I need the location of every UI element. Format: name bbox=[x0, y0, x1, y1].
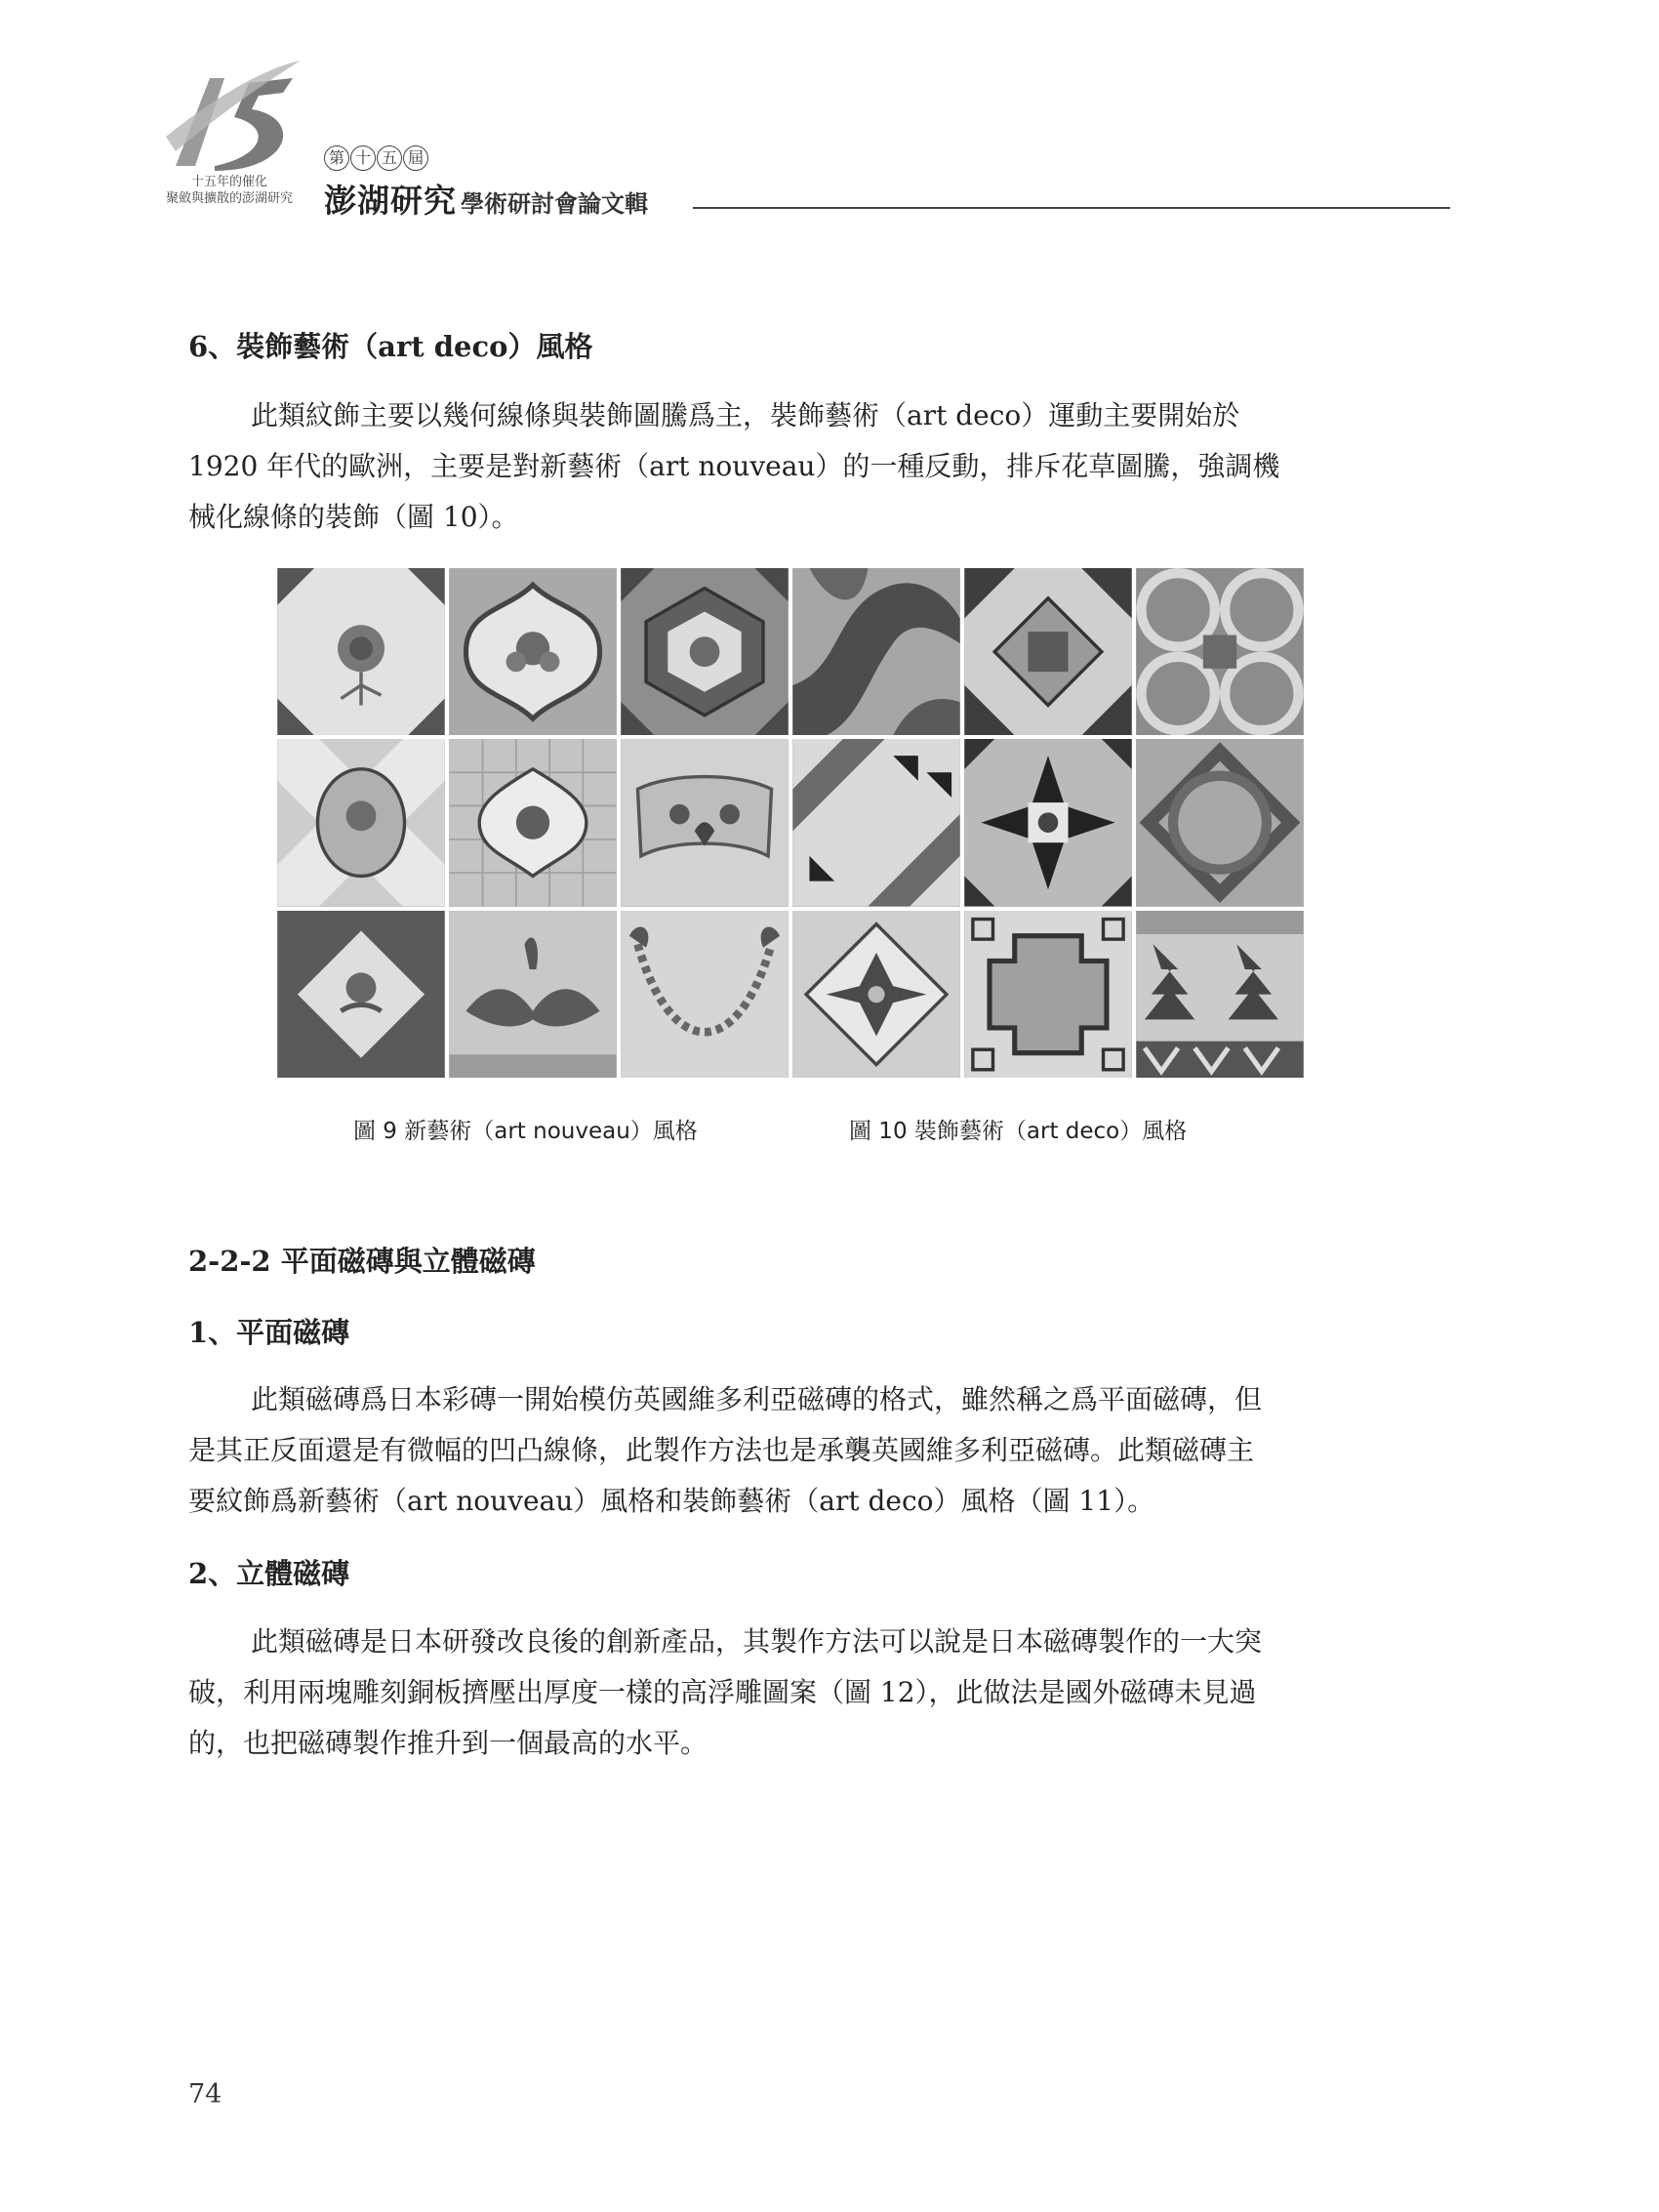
tile-deco-diagonal bbox=[792, 739, 960, 906]
section-heading-1: 1、平面磁磚 bbox=[188, 1316, 350, 1349]
tile-nouveau-medallion bbox=[449, 568, 617, 735]
tile-nouveau-lily bbox=[449, 911, 617, 1078]
tile-deco-star bbox=[964, 739, 1132, 906]
tile-nouveau-rose bbox=[277, 568, 445, 735]
tile-deco-quatrefoil bbox=[1136, 568, 1304, 735]
tile-deco-knot bbox=[1136, 739, 1304, 906]
series-title bbox=[324, 176, 648, 222]
tile-deco-steps bbox=[1136, 911, 1304, 1078]
header-divider bbox=[693, 207, 1450, 209]
edition-label: 第 十 五 屆 bbox=[324, 144, 429, 171]
logo-tagline: 十五年的催化 聚斂與擴散的澎湖研究 bbox=[165, 175, 293, 206]
tile-nouveau-relief bbox=[621, 739, 789, 906]
figure-10-caption: 圖 10 裝飾藝術（art deco）風格 bbox=[849, 1119, 1188, 1144]
tile-nouveau-oval bbox=[277, 739, 445, 906]
page-number: 74 bbox=[188, 2079, 223, 2110]
tile-figure-grid bbox=[277, 568, 1304, 1078]
tile-deco-flower-diamond bbox=[792, 911, 960, 1078]
section-heading-6: 6、裝飾藝術（art deco）風格 bbox=[188, 330, 593, 363]
paragraph-art-deco: 此類紋飾主要以幾何線條與裝飾圖騰爲主，裝飾藝術（art deco）運動主要開始於 1920 年代的歐洲，主要是對新藝術（art nouveau）的一種反動，排斥花草圖騰，強調機 械化線條的裝飾（圖 10）。 bbox=[188, 399, 1280, 533]
paragraph-relief-tiles: 此類磁磚是日本研發改良後的創新產品，其製作方法可以說是日本磁磚製作的一大突 破，利用兩塊雕刻銅板擠壓出厚度一樣的高浮雕圖案（圖 12），此做法是國外磁磚未見過 的，也把磁磚製作推升到一個最高的水平。 bbox=[188, 1625, 1263, 1759]
series-main-title: 澎湖研究 bbox=[324, 182, 457, 220]
paragraph-flat-tiles: 此類磁磚爲日本彩磚一開始模仿英國維多利亞磁磚的格式，雖然稱之爲平面磁磚，但 是其正反面還是有微幅的凹凸線條，此製作方法也是承襲英國維多利亞磁磚。此類磁磚主 要紋飾爲新藝術（art nouveau）風格和裝飾藝術（art deco）風格（圖 11）。 bbox=[188, 1383, 1263, 1517]
section-heading-2-2-2: 2-2-2 平面磁磚與立體磁磚 bbox=[188, 1245, 536, 1278]
section-heading-2: 2、立體磁磚 bbox=[188, 1557, 350, 1590]
tile-deco-swirl bbox=[792, 568, 960, 735]
tile-nouveau-hexagon bbox=[621, 568, 789, 735]
tile-nouveau-garland bbox=[621, 911, 789, 1078]
tile-deco-frame bbox=[964, 911, 1132, 1078]
series-subtitle: 學術研討會論文輯 bbox=[461, 189, 648, 218]
conference-logo bbox=[156, 59, 303, 176]
tile-nouveau-grid-floral bbox=[449, 739, 617, 906]
figure-9-caption: 圖 9 新藝術（art nouveau）風格 bbox=[353, 1119, 698, 1144]
tile-deco-square bbox=[964, 568, 1132, 735]
tile-nouveau-dark-rose bbox=[277, 911, 445, 1078]
